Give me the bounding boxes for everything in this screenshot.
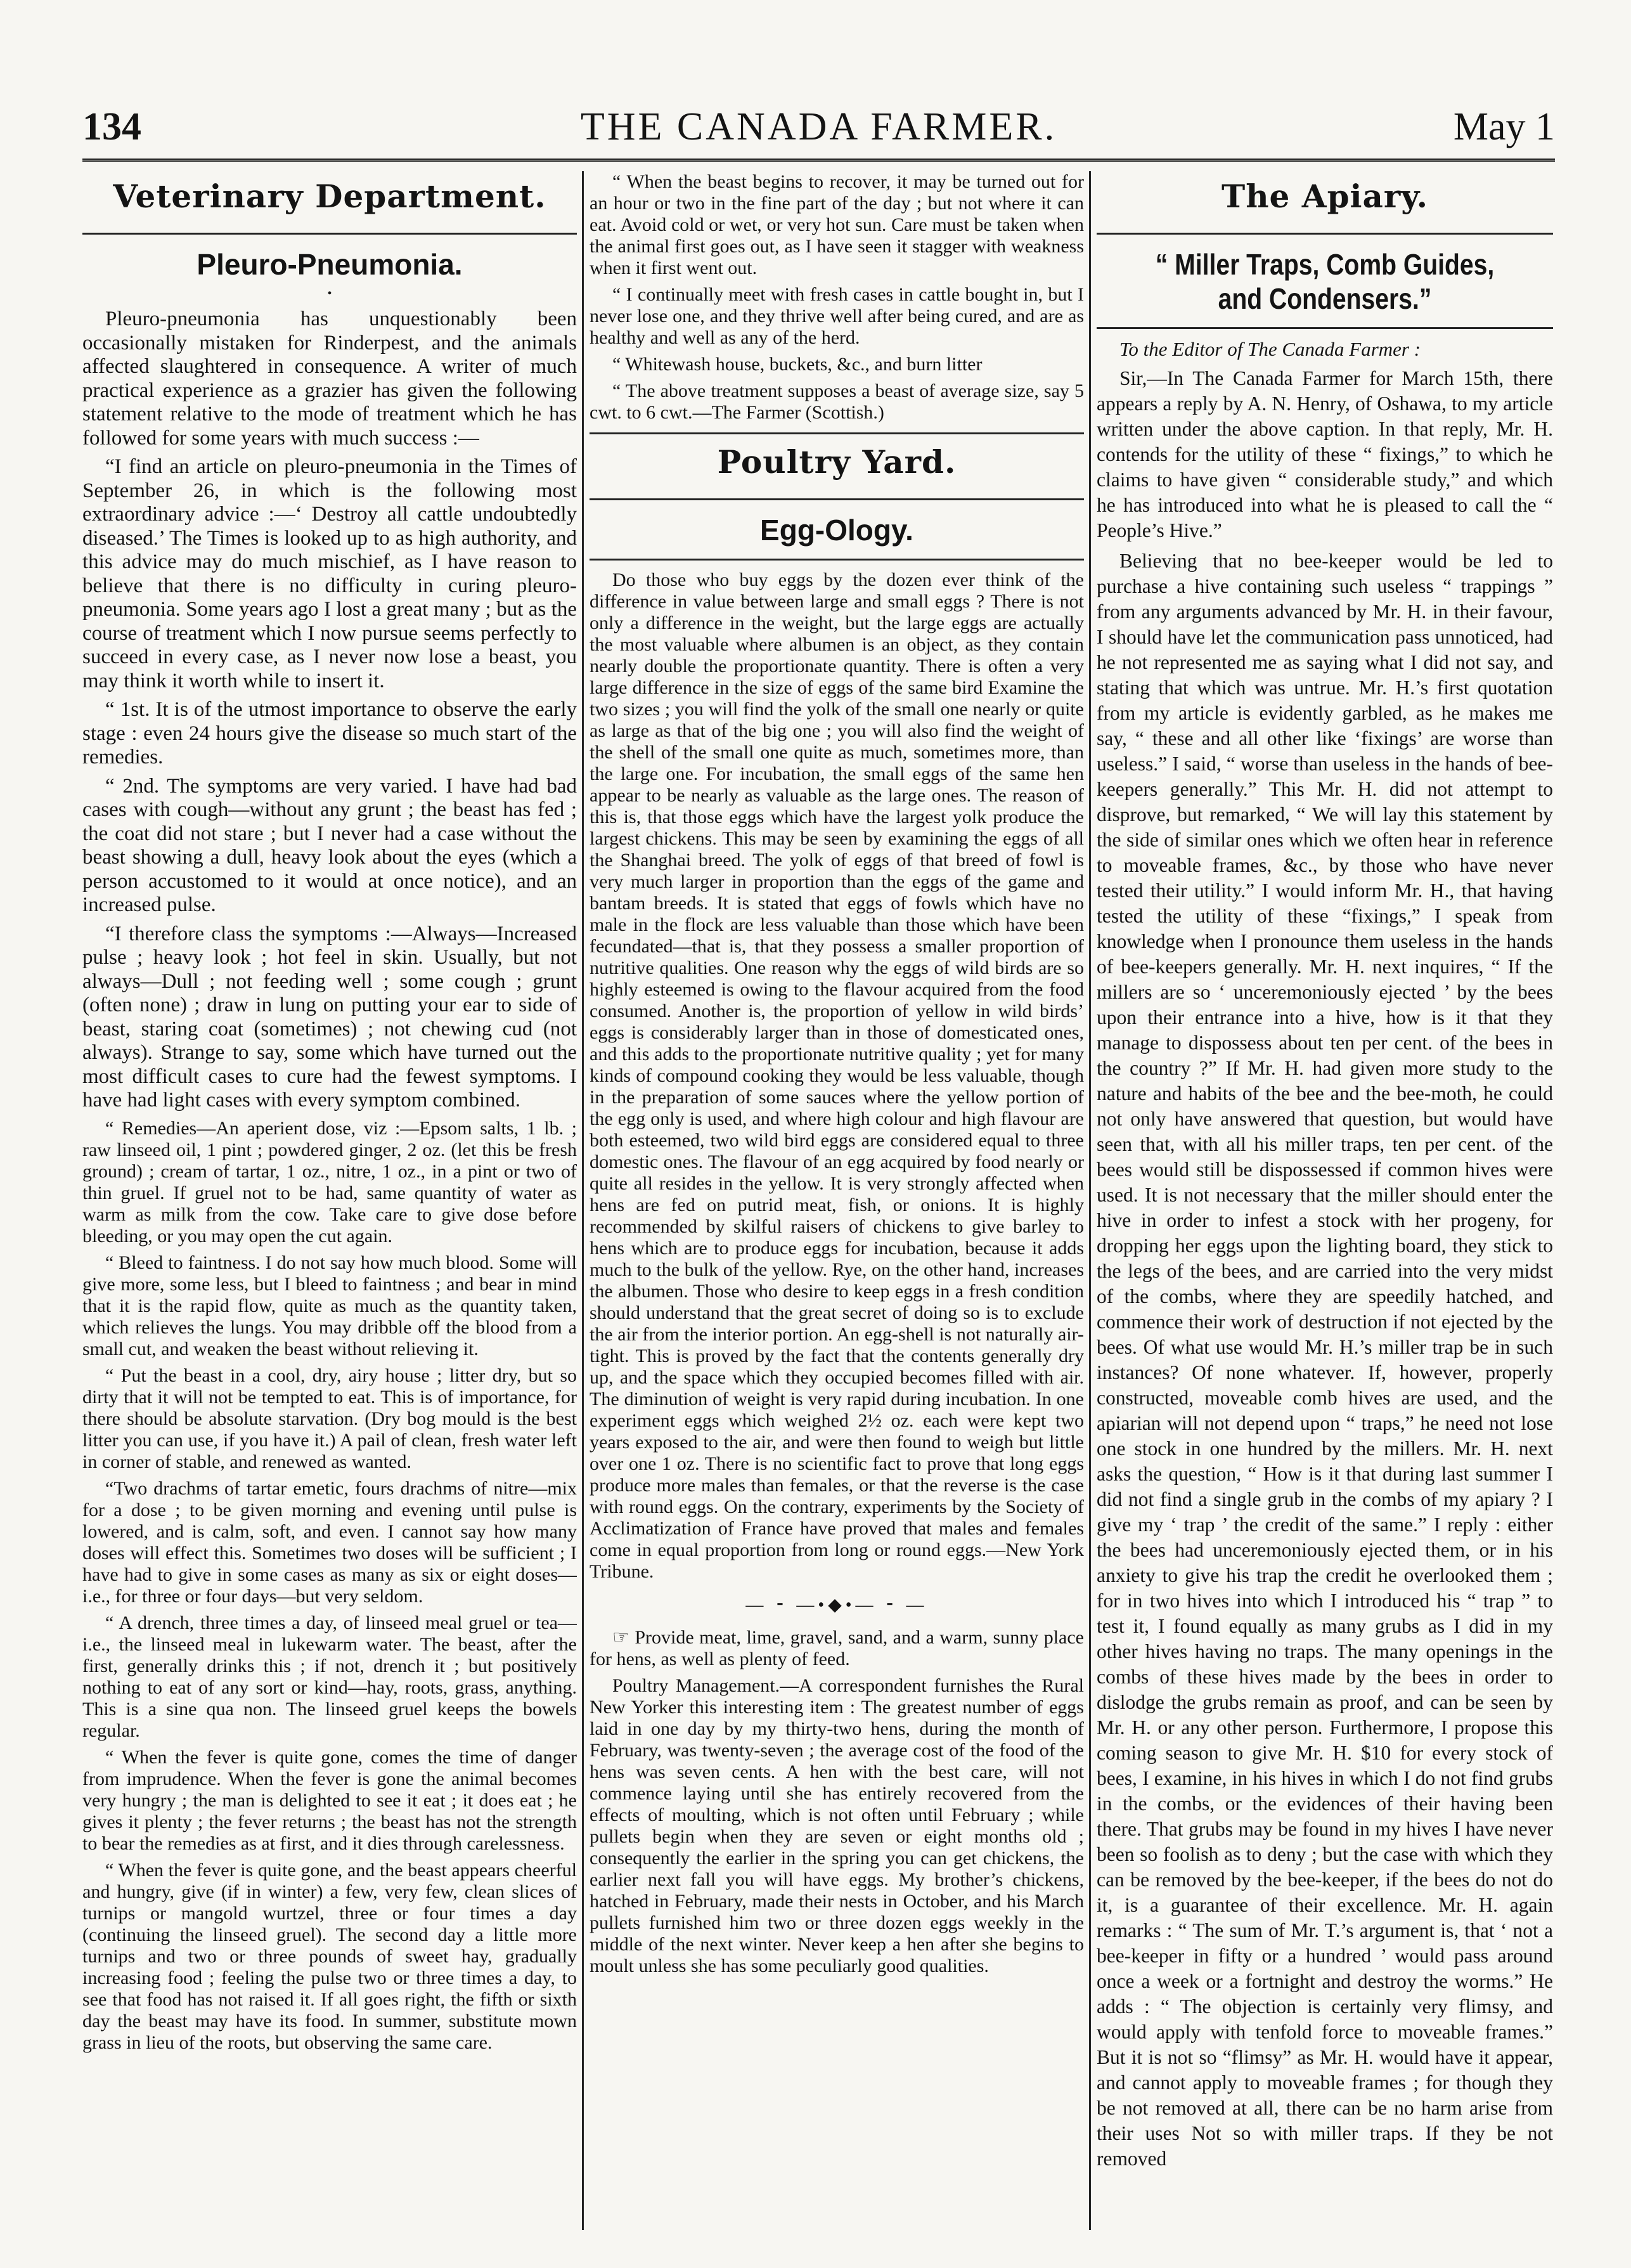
- paragraph: ☞ Provide meat, lime, gravel, sand, and a warm, sunny place for hens, as well as plenty of feed.: [590, 1627, 1084, 1669]
- divider: [590, 432, 1084, 434]
- divider: [590, 498, 1084, 500]
- small-print-block: [82, 1118, 577, 2054]
- paragraph: Sir,—In The Canada Farmer for March 15th, there appears a reply by A. N. Henry, of Oshawa, to my article written under the above caption. In that reply, Mr. H. contends for the utility of these “ fixings,” to which he claims to have given “ considerable study,” and which he has introduced into what he is pleased to call the “ People’s Hive.”: [1097, 367, 1553, 541]
- section-heading: The Apiary.: [1222, 178, 1428, 215]
- column-rule: [582, 171, 584, 2230]
- header-rule: [82, 159, 1555, 162]
- paragraph: “Two drachms of tartar emetic, fours drachms of nitre—mix for a dose ; to be given morning and evening until pulse is lowered, and is calm, soft, and even. I cannot say how many doses will effect this. Sometimes two doses will be sufficient ; I have had to give in some cases as many as six or eight doses—i.e., for three or four days—but very seldom.: [82, 1477, 577, 1607]
- section-heading: Veterinary Department.: [113, 178, 546, 215]
- paragraph: “ Whitewash house, buckets, &c., and burn litter: [612, 354, 983, 375]
- paragraph: “ Put the beast in a cool, dry, airy house ; litter dry, but so dirty that it will not be tempted to eat. This is of importance, for there should be absolute starvation. (Dry bog mould is the best litter you can use, if you have it.) A pail of clean, fresh water left in corner of stable, and renewed as wanted.: [82, 1364, 577, 1472]
- paragraph: Pleuro-pneumonia has unquestionably been occasionally mistaken for Rinderpest, and the animals affected slaughtered in consequence. A writer of much practical experience as a grazier has given the following statement relative to the mode of treatment which he has followed for some years with much success :—: [82, 308, 577, 450]
- title-ornament: •: [327, 287, 332, 301]
- paragraph: Believing that no bee-keeper would be led to purchase a hive containing such useless “ trappings ” from any arguments advanced by Mr. H. in their favour, I should have let the communication pass unnoticed, had he not represented me as saying what I did not say, and stating that which was untrue. Mr. H.’s first quotation from my article is evidently garbled, as he makes me say, “ these and all other like ‘fixings’ are worse than useless.” I said, “ worse than useless in the hands of bee-keepers generally.” This Mr. H. did not attempt to disprove, but remarked, “ We will lay this statement by the side of similar ones which we often hear in reference to moveable frames, &c., by those who have never tested their utility.” I would inform Mr. H., that having tested the utility of these “fixings,” I speak from knowledge when I pronounce them useless in the hands of bee-keepers generally. Mr. H. next inquires, “ If the millers are so ‘ unceremoniously ejected ’ by the bees upon their entrance into a hive, how is it that they manage to dispossess about ten per cent. of the bees in the country ?” If Mr. H. had given more study to the nature and habits of the bee and the bee-moth, he could not only have answered that question, but would have seen that, with all his miller traps, ten per cent. of the bees would still be dispossessed if common hives were used. It is not necessary that the miller should enter the hive in order to infest a stock with her progeny, for dropping her eggs upon the lighting board, they stick to the legs of the bees, and are carried into the very midst of the combs, where they are speedily hatched, and commence their work of destruction if not ejected by the bees. Of what use would Mr. H.’s miller trap be in such instances? Of none whatever. If, however, properly constructed, moveable comb hives are used, and the apiarian will not depend upon “ traps,” he need not lose one stock in one hundred by the millers. Mr. H. next asks the question, “ How is it that during last summer I did not find a single grub in the combs of my apiary ? I give my ‘ trap ’ the credit of the same.” I reply : either the bees had unceremoniously ejected them, or in his anxiety to give his trap the credit he overlooked them ; for in two hives into which I introduced his “ trap ” to test it, I found equally as many grubs as I did in my other hives having no traps. The many openings in the combs of these hives made by the bees in order to dislodge the grubs remain as proof, and can be seen by Mr. H. or any other person. Furthermore, I propose this coming season to give Mr. H. $10 for every stock of bees, I examine, in his hives in which I do not find grubs in the combs, or the evidences of their having been there. That grubs may be found in my hives I have never been so foolish as to deny ; but the case with which they can be removed by the bee-keeper, if the bees do not do it, is a guarantee of their excellence. Mr. H. again remarks : “ The sum of Mr. T.’s argument is, that ‘ not a bee-keeper in fifty or a hundred ’ would pass around once a week or a fortnight and destroy the worms.” He adds : “ The objection is certainly very flimsy, and would apply with tenfold force to moveable frames.” But it is not so “flimsy” as Mr. H. would have it appear, and cannot apply to moveable frames ; for though they be not removed at all, there can be no harm arise from their uses Not so with miller traps. If they be not removed: [1097, 550, 1553, 2170]
- article-title: “ Miller Traps, Comb Guides, and Condensers.”: [1155, 248, 1495, 315]
- column-1: [82, 171, 577, 2230]
- running-head: [82, 101, 1555, 159]
- paragraph: “I therefore class the symptoms :—Always—Increased pulse ; heavy look ; hot feel in skin. Usually, but not always—Dull ; not feeding well ; some cough ; grunt (often none) ; draw in lung on putting your ear to side of beast, staring coat (sometimes) ; not chewing cud (not always). Strange to say, some which have turned out the most difficult cases to cure had the fewest symptoms. I have had light cases with every symptom combined.: [82, 922, 577, 1111]
- paragraph: “ 2nd. The symptoms are very varied. I have had bad cases with cough—without any grunt ; the beast has fed ; the coat did not stare ; but I never had a case without the beast showing a dull, heavy look about the eyes (which a person accustomed to it would at once notice), and an increased pulse.: [82, 774, 577, 916]
- paragraph: “ I continually meet with fresh cases in cattle bought in, but I never lose one, and they thrive well after being cured, and are as healthy and well as any of the herd.: [590, 284, 1084, 348]
- paragraph: Do those who buy eggs by the dozen ever think of the difference in value between large and small eggs ? There is not only a difference in the weight, but the large eggs are actually the most valuable where albumen is an object, as they contain nearly double the proportionate quantity. There is often a very large difference in the size of eggs of the same bird Examine the two sizes ; you will find the yolk of the small one nearly or quite as large as that of the big one ; you will also find the weight of the shell of the small one quite as much, sometimes more, than the large one. For incubation, the small eggs of the same hen appear to be nearly as valuable as the large ones. The reason of this is, that those eggs which have the largest yolk produce the largest chickens. This may be seen by examining the eggs of all the Shanghai breed. The yolk of eggs of that breed of fowl is very much larger in proportion than the eggs of the game and bantam breeds. It is stated that eggs of fowls which have no male in the flock are less valuable than those which have been fecundated—that is, that they possess a smaller proportion of nutritive qualities. One reason why the eggs of wild birds are so highly esteemed is owing to the flavour acquired from the food consumed. Another is, the proportion of yellow in wild birds’ eggs is considerably larger than in those of domesticated ones, and this adds to the proportionate nutritive quality ; yet for many kinds of compound cooking they would be less valuable, though in the preparation of some sauces where the yellow portion of the egg only is used, and where high colour and high flavour are both esteemed, two wild bird eggs are considered equal to three domestic ones. The flavour of an egg acquired by food nearly or quite all resides in the yellow. It is very strongly affected when hens are fed on putrid meat, fish, or onions. It is highly recommended by skilful raisers of chickens to give barley to hens which are to produce eggs for incubation, because it adds much to the bulk of the yellow. Rye, on the other hand, increases the albumen. Those who desire to keep eggs in a fresh condition should understand that the great secret of doing so is to exclude the air from the interior portion. An egg-shell is not naturally air-tight. This is proved by the fact that the contents generally dry up, and the space which they occupied becomes filled with air. The diminution of weight is very rapid during incubation. In one experiment eggs which weighed 2½ oz. each were kept two years exposed to the air, and were then found to weigh but little over one 1 oz. There is no scientific fact to prove that long eggs produce more males than females, or that the reverse is the case with round eggs. On the contrary, experiments by the Society of Acclimatization of France have proved that males and females come in equal proportion from long or round eggs.—New York Tribune.: [590, 569, 1084, 1582]
- masthead-title: THE CANADA FARMER.: [580, 105, 1057, 148]
- paragraph: Poultry Management.—A correspondent furnishes the Rural New Yorker this interesting item : The greatest number of eggs laid in one day by my thirty-two hens, during the month of February, was twenty-seven ; the average cost of the food of the hens was seven cents. A hen with the best care, will not commence laying until she has entirely recovered from the effects of moulting, which is not often until February ; while pullets begin when they are seven or eight months old ; consequently the earlier in the spring you can get chickens, the earlier next fall you will have eggs. My brother’s chickens, hatched in February, made their nests in October, and his March pullets furnished him two or three dozen eggs weekly in the middle of the next winter. Never keep a hen after she begins to moult unless she has some peculiarly good qualities.: [590, 1675, 1084, 1976]
- article-title: Pleuro-Pneumonia.: [197, 248, 463, 281]
- paragraph: “ Bleed to faintness. I do not say how much blood. Some will give more, some less, but I bleed to faintness ; and bear in mind that it is the rapid flow, quite as much as the quantity taken, which relieves the lungs. You may dribble off the blood from a small cut, and weaken the beast without relieving it.: [82, 1252, 577, 1359]
- paragraph: “ Remedies—An aperient dose, viz :—Epsom salts, 1 lb. ; raw linseed oil, 1 pint ; powdered ginger, 2 oz. (let this be fresh ground) ; cream of tartar, 1 oz., nitre, 1 oz., in a pint or two of thin gruel. If gruel not to be had, same quantity of water as warm as milk from the cow. Take care to give dose before bleeding, or you may open the cut again.: [82, 1117, 577, 1247]
- column-3: [1097, 171, 1553, 2230]
- page-number: 134: [82, 105, 141, 148]
- paragraph: “ When the fever is quite gone, and the beast appears cheerful and hungry, give (if in winter) a few, very few, clean slices of turnips or mangold wurtzel, three or four times a day (continuing the linseed gruel). The second day a little more turnips and two or three pounds of sweet hay, gradually increasing food ; feeling the pulse two or three times a day, to see that food has not raised it. If all goes right, the fifth or sixth day the beast may have its food. In summer, substitute mown grass in lieu of the roots, but observing the same care.: [82, 1859, 577, 2053]
- divider: [82, 233, 577, 235]
- paragraph: “ A drench, three times a day, of linseed meal gruel or tea—i.e., the linseed meal in lukewarm water. The beast, after the first, generally drinks this ; if not, drench it ; but positively nothing to eat of any sort or kind—hay, roots, grass, anything. This is a sine qua non. The linseed gruel keeps the bowels regular.: [82, 1612, 577, 1741]
- divider: [1097, 327, 1553, 329]
- paragraph: “ When the fever is quite gone, comes the time of danger from imprudence. When the fever is gone the animal becomes very hungry ; the man is delighted to see it eat ; it does eat ; he gives it plenty ; the fever returns ; the beast has not the strength to bear the remedies as at first, and it dies through carelessness.: [82, 1746, 577, 1854]
- column-2: [590, 171, 1084, 2230]
- paragraph: “ When the beast begins to recover, it may be turned out for an hour or two in the fine part of the day ; but not where it can eat. Avoid cold or wet, or very hot sun. Care must be taken when the animal first goes out, as I have seen it stagger with weakness when it first went out.: [590, 171, 1084, 278]
- paragraph: “I find an article on pleuro-pneumonia in the Times of September 26, in which is the following most extraordinary advice :—‘ Destroy all cattle undoubtedly diseased.’ The Times is looked up to as high authority, and this advice may do much mischief, as I have reason to believe that there is no difficulty in curing pleuro-pneumonia. Some years ago I lost a great many ; but as the course of treatment which I now pursue seems perfectly to succeed in every case, as I never now lose a beast, you may think it worth while to insert it.: [82, 455, 577, 692]
- article-title: Egg-Ology.: [760, 514, 913, 547]
- letter-addressee: To the Editor of The Canada Farmer :: [1119, 338, 1421, 360]
- column-rule: [1089, 171, 1091, 2230]
- paragraph: “ The above treatment supposes a beast of average size, say 5 cwt. to 6 cwt.—The Farmer (Scottish.): [590, 380, 1084, 423]
- issue-date: May 1: [1453, 105, 1555, 148]
- divider: [590, 559, 1084, 561]
- ornament-divider: — ⁃ —•◆•— ⁃ —: [745, 1595, 928, 1615]
- divider: [1097, 233, 1553, 235]
- paragraph: “ 1st. It is of the utmost importance to observe the early stage : even 24 hours give the disease so much start of the remedies.: [82, 698, 577, 768]
- section-heading: Poultry Yard.: [717, 443, 957, 481]
